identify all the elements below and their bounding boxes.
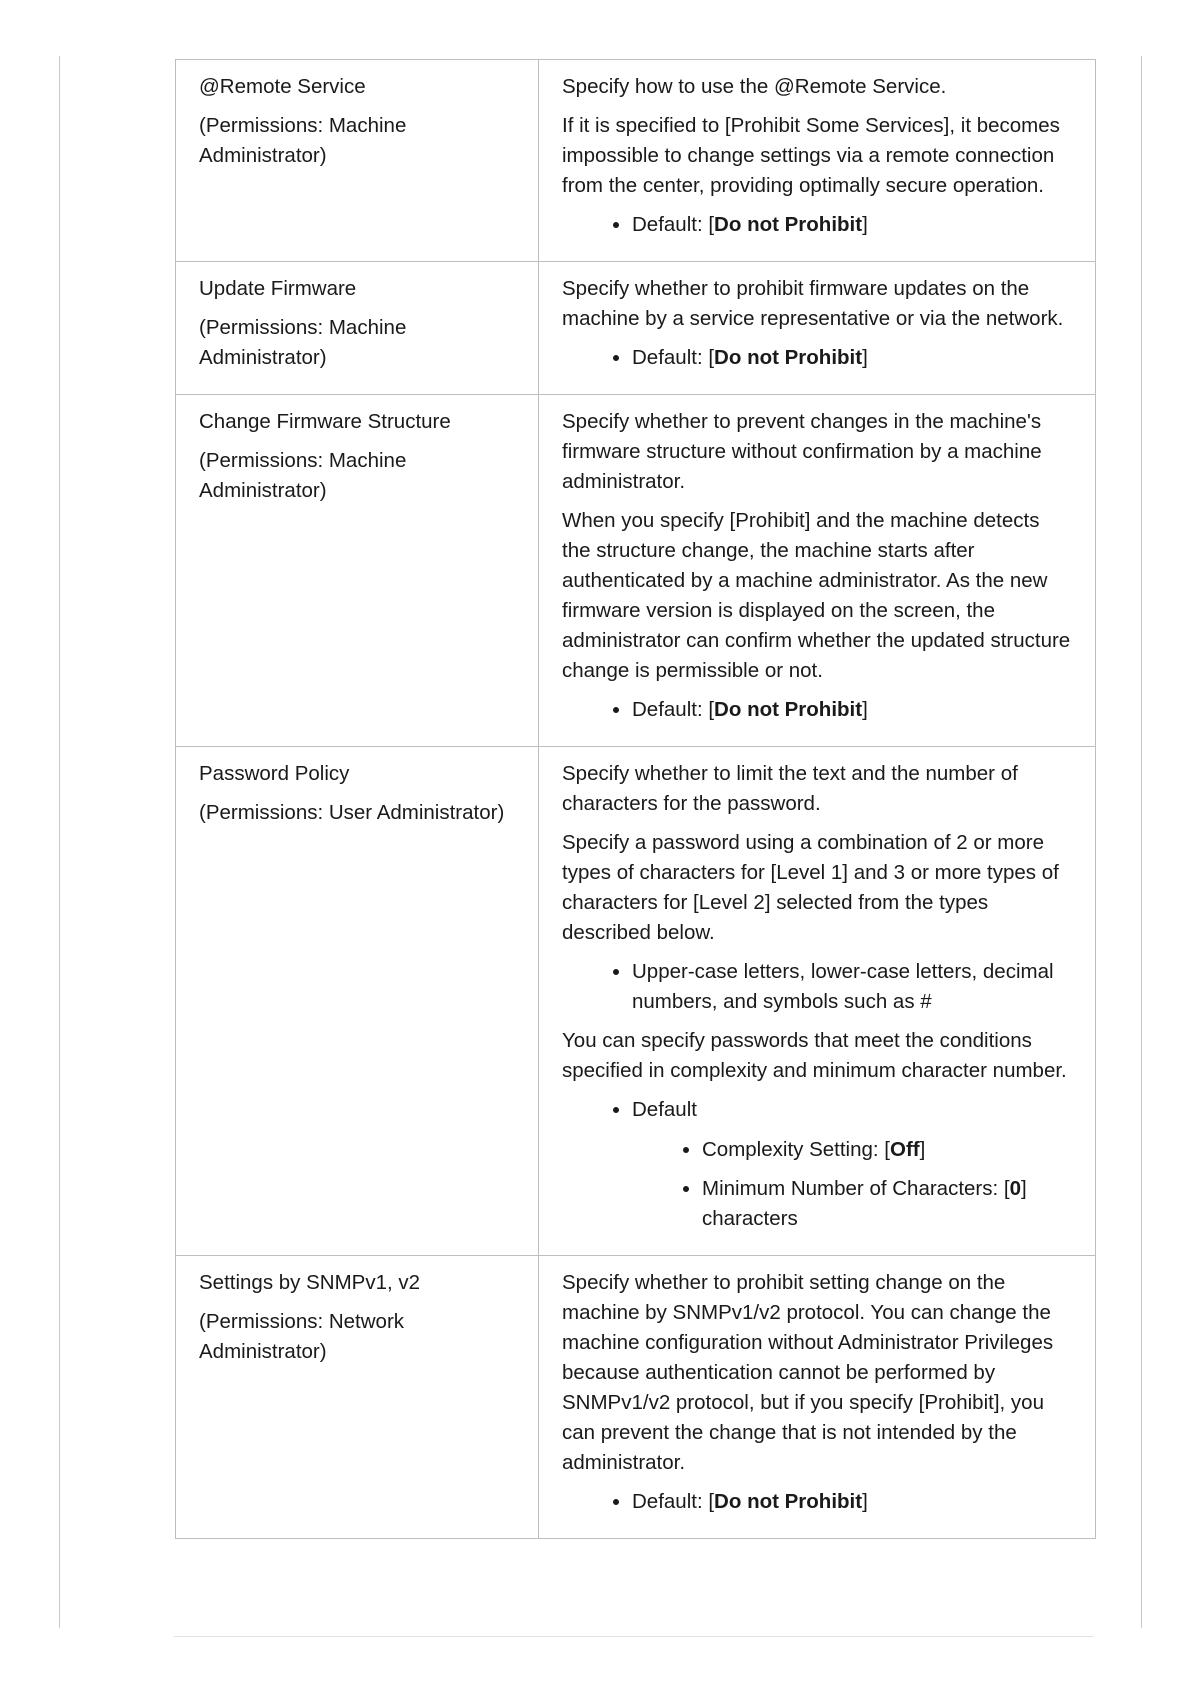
settings-table (175, 59, 1096, 1539)
default-value: Do not Prohibit (714, 698, 863, 721)
setting-name: Change Firmware Structure (199, 410, 451, 433)
setting-description-cell (539, 395, 1096, 747)
character-types-item: • Upper-case letters, lower-case letters, decimal numbers, and symbols such as # (632, 957, 1073, 1017)
complexity-prefix: Complexity Setting: [ (702, 1138, 890, 1161)
setting-name: @Remote Service (199, 75, 366, 98)
setting-permissions: (Permissions: Machine Administrator) (199, 316, 407, 369)
setting-name-cell (176, 747, 539, 1256)
table-row (176, 395, 1096, 747)
description-paragraph: If it is specified to [Prohibit Some Services], it becomes impossible to change settings via a remote connection from the center, providing optimally secure operation. (562, 114, 1060, 197)
default-item (632, 343, 1073, 373)
default-item (632, 695, 1073, 725)
setting-name-cell (176, 262, 539, 395)
minimum-value: 0 (1009, 1177, 1021, 1200)
minimum-characters-item (702, 1174, 1073, 1234)
complexity-setting-item (702, 1135, 1073, 1165)
setting-description-cell (539, 1256, 1096, 1539)
default-prefix: Default: [ (632, 698, 715, 721)
complexity-value: Off (890, 1138, 920, 1161)
default-sublist (632, 1135, 1073, 1234)
complexity-suffix: ] (919, 1138, 926, 1161)
default-suffix: ] (862, 346, 868, 369)
description-paragraph: Specify whether to prevent changes in the machine's firmware structure without confirmation by a machine administrator. (562, 410, 1042, 493)
description-paragraph: Specify a password using a combination of 2 or more types of characters for [Level 1] and 3 or more types of characters for [Level 2] selected from the types described below. (562, 831, 1059, 944)
setting-permissions: (Permissions: Machine Administrator) (199, 449, 407, 502)
default-value: Do not Prohibit (714, 346, 863, 369)
table-row (176, 1256, 1096, 1539)
description-paragraph: Specify how to use the @Remote Service. (562, 75, 947, 98)
default-prefix: Default: [ (632, 346, 715, 369)
setting-name-cell (176, 1256, 539, 1539)
default-list (562, 1095, 1073, 1234)
default-list (562, 695, 1073, 725)
default-item (632, 1095, 1073, 1234)
setting-description-cell (539, 747, 1096, 1256)
setting-description-cell (539, 262, 1096, 395)
setting-permissions: (Permissions: User Administrator) (199, 801, 505, 824)
character-types-list (562, 957, 1073, 1017)
default-list (562, 210, 1073, 240)
default-list (562, 343, 1073, 373)
default-list (562, 1487, 1073, 1517)
setting-name: Settings by SNMPv1, v2 (199, 1271, 421, 1294)
description-paragraph: Specify whether to prohibit setting change on the machine by SNMPv1/v2 protocol. You can change the machine configuration without Administrator Privileges because authentication cannot be performed by SNMPv1/v2 protocol, but if you specify [Prohibit], you can prevent the change that is not intended by the administrator. (562, 1271, 1054, 1474)
setting-description-cell (539, 60, 1096, 262)
default-item (632, 210, 1073, 240)
description-paragraph: Specify whether to limit the text and the number of characters for the password. (562, 762, 1018, 815)
right-margin-line (1141, 56, 1142, 1628)
default-value: Do not Prohibit (714, 1490, 863, 1513)
setting-name-cell (176, 395, 539, 747)
description-paragraph: When you specify [Prohibit] and the machine detects the structure change, the machine starts after authenticated by a machine administrator. As the new firmware version is displayed on the screen, the administrator can confirm whether the updated structure change is permissible or not. (562, 509, 1071, 682)
default-suffix: ] (862, 698, 868, 721)
table-row (176, 60, 1096, 262)
default-prefix: Default: [ (632, 1490, 715, 1513)
description-paragraph: Specify whether to prohibit firmware updates on the machine by a service representative or via the network. (562, 277, 1064, 330)
setting-name: Update Firmware (199, 277, 357, 300)
setting-permissions: (Permissions: Network Administrator) (199, 1310, 405, 1363)
default-suffix: ] (862, 213, 868, 236)
minimum-prefix: Minimum Number of Characters: [ (702, 1177, 1010, 1200)
default-suffix: ] (862, 1490, 868, 1513)
table-row (176, 747, 1096, 1256)
left-margin-line (59, 56, 60, 1628)
default-item (632, 1487, 1073, 1517)
setting-name-cell (176, 60, 539, 262)
setting-permissions: (Permissions: Machine Administrator) (199, 114, 407, 167)
bottom-divider (174, 1636, 1094, 1637)
default-value: Do not Prohibit (714, 213, 863, 236)
minimum-suffix: ] characters (702, 1177, 1027, 1230)
setting-name: Password Policy (199, 762, 350, 785)
description-paragraph: You can specify passwords that meet the conditions specified in complexity and minimum character number. (562, 1029, 1067, 1082)
default-label: Default (632, 1098, 697, 1121)
table-row (176, 262, 1096, 395)
default-prefix: Default: [ (632, 213, 715, 236)
